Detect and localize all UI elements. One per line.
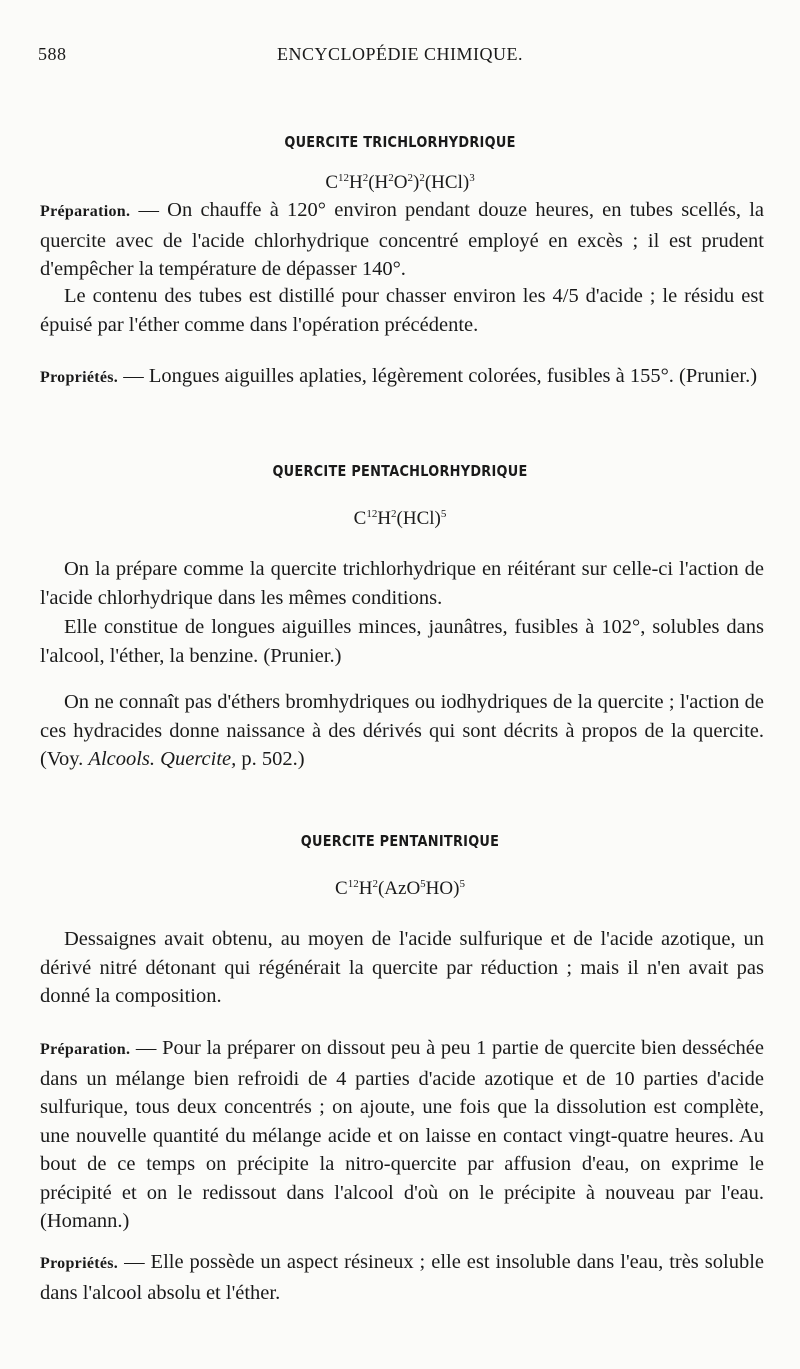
paragraph-preparation-2: Préparation. — Pour la préparer on dissout peu à peu 1 partie de quercite bien desséchée dans un mélange bien refroidi de 4 parties d'acide azotique et de 10 parties d'acide sulfurique, tous deux concentrés ; on ajoute, une fois que la dissolution est complète, une nouvelle quantité du mélange acide et on laisse en contact vingt-quatre heures. Au bout de ce temps on précipite la nitro-quercite par affusion d'eau, on exprime le précipité et on le redissout dans l'alcool d'où on le précipite à nouveau par l'eau. (Homann.) [40,1037,764,1232]
paragraph-pentachlor-2: Elle constitue de longues aiguilles minces, jaunâtres, fusibles à 102°, solubles dans l'alcool, l'éther, la benzine. (Prunier.) [40,616,764,667]
formula-pentanitrique: $C^{12}H^2(AzO^5HO)^5$ [335,878,465,899]
paragraph-proprietes-2: Propriétés. — Elle possède un aspect résineux ; elle est insoluble dans l'eau, très soluble dans l'alcool absolu et l'éther. [40,1251,764,1304]
label-preparation: Préparation. [40,1041,131,1058]
formula-trichlorhydrique: $C^{12}H^2(H^2O^2)^2(HCl)^3$ [325,172,475,193]
label-proprietes: Propriétés. [40,1255,119,1272]
reference-italic: Alcools. Quercite, [88,748,237,770]
formula-pentachlorhydrique: $C^{12}H^2(HCl)^5$ [353,508,447,529]
running-title: ENCYCLOPÉDIE CHIMIQUE. [277,44,523,64]
paragraph-preparation-1: Préparation. — On chauffe à 120° environ pendant douze heures, en tubes scellés, la quercite avec de l'acide chlorhydrique concentré employé en excès ; il est prudent d'empêcher la température de dépasser 140°. [40,199,764,280]
page-number: 588 [38,44,67,64]
page-header [38,44,762,70]
section-title-trichlorhydrique: QUERCITE TRICHLORHYDRIQUE [284,133,516,151]
paragraph-pentanitrique-1: Dessaignes avait obtenu, au moyen de l'acide sulfurique et de l'acide azotique, un dérivé nitré détonant qui régénérait la quercite par réduction ; mais il n'en avait pas donné la composition. [40,928,764,1007]
section-title-pentachlorhydrique: QUERCITE PENTACHLORHYDRIQUE [272,462,528,480]
paragraph-preparation-1b: Le contenu des tubes est distillé pour chasser environ les 4/5 d'acide ; le résidu est épuisé par l'éther comme dans l'opération précédente. [40,285,764,336]
paragraph-proprietes-1: Propriétés. — Longues aiguilles aplaties, légèrement colorées, fusibles à 155°. (Prunier.) [40,365,758,387]
section-title-pentanitrique: QUERCITE PENTANITRIQUE [300,832,500,850]
label-proprietes: Propriétés. [40,369,119,386]
paragraph-pentachlor-1: On la prépare comme la quercite trichlorhydrique en réitérant sur celle-ci l'action de l'acide chlorhydrique dans les mêmes conditions. [40,558,764,609]
paragraph-pentachlor-3: On ne connaît pas d'éthers bromhydriques ou iodhydriques de la quercite ; l'action de ces hydracides donne naissance à des dérivés qui sont décrits à propos de la quercite. (Voy. Alcools. Quercite, p. 502.) [40,691,764,770]
label-preparation: Préparation. [40,203,131,220]
